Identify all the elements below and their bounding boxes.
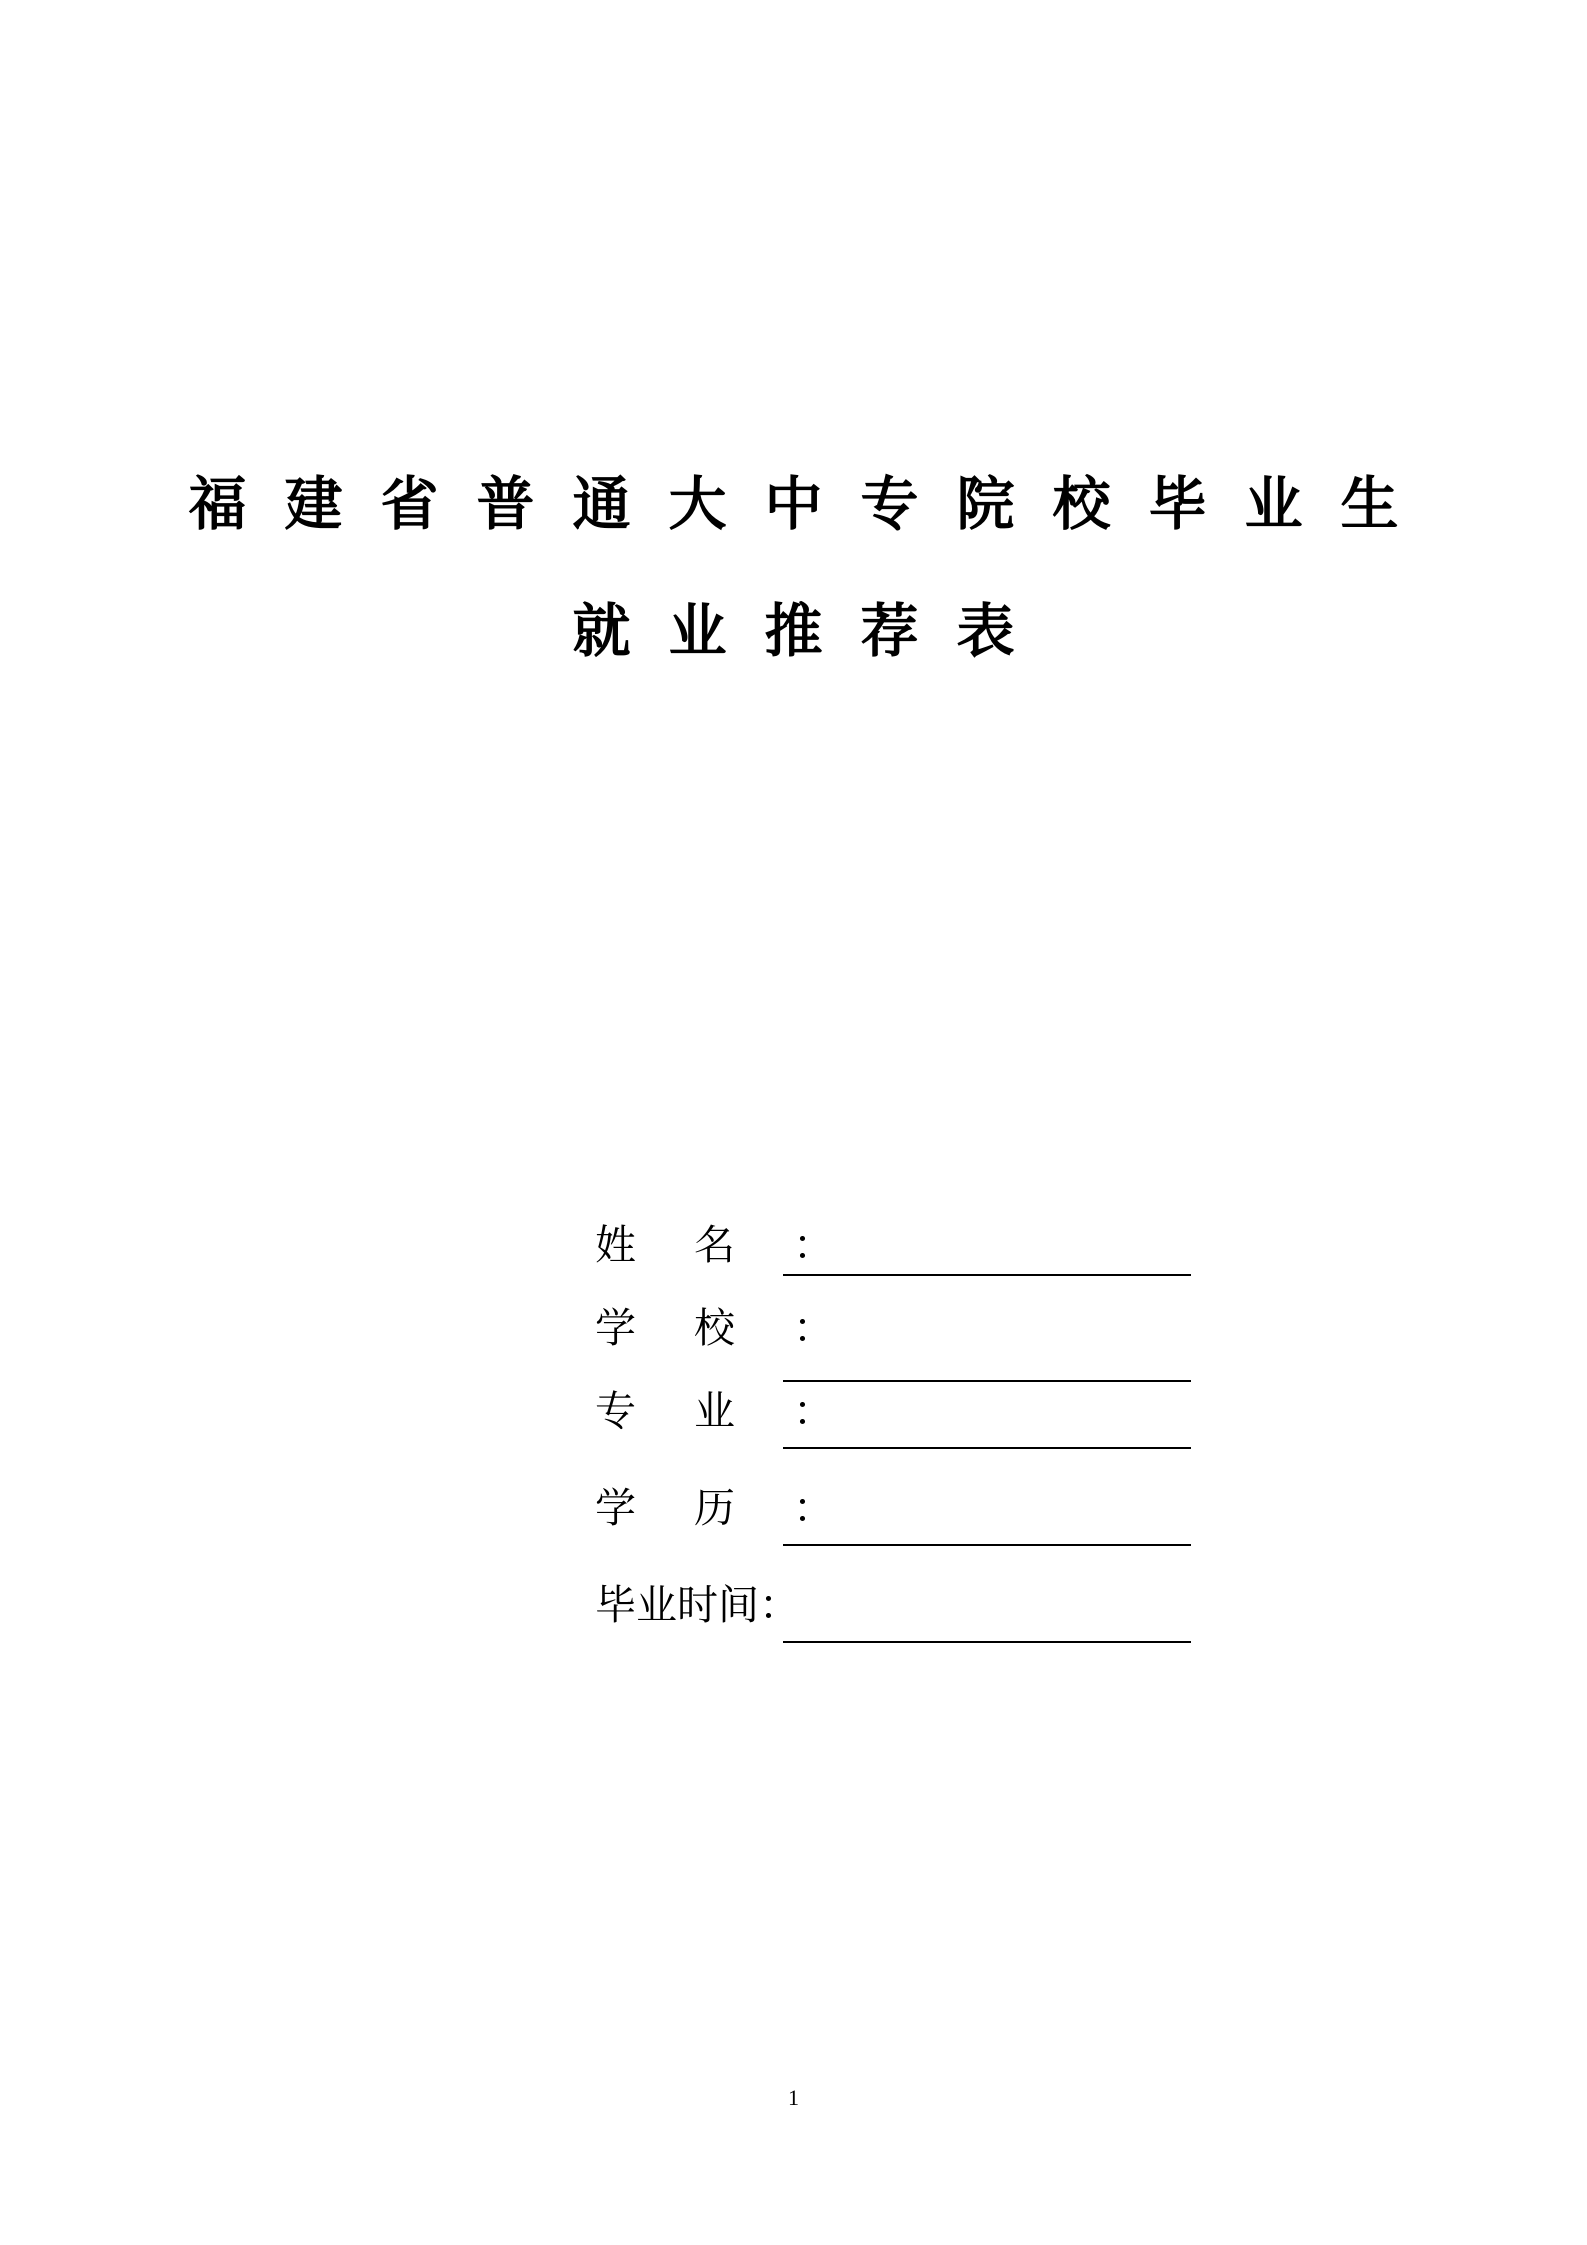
page-number: 1 — [788, 2085, 799, 2110]
graduation-time-label: 毕业时间： — [595, 1581, 800, 1629]
major-field-line[interactable] — [783, 1447, 1191, 1449]
graduation-time-field-line[interactable] — [783, 1641, 1191, 1643]
major-label: 专业： — [595, 1387, 834, 1435]
education-label: 学历： — [595, 1484, 834, 1532]
education-field-line[interactable] — [783, 1544, 1191, 1546]
name-label: 姓名： — [595, 1221, 834, 1269]
school-label: 学校： — [595, 1304, 834, 1352]
document-title-line-2: 就业推荐表 — [572, 597, 1053, 665]
school-field-line[interactable] — [783, 1380, 1191, 1382]
document-title-line-1: 福建省普通大中专院校毕业生 — [188, 470, 1437, 538]
name-field-line[interactable] — [783, 1274, 1191, 1276]
